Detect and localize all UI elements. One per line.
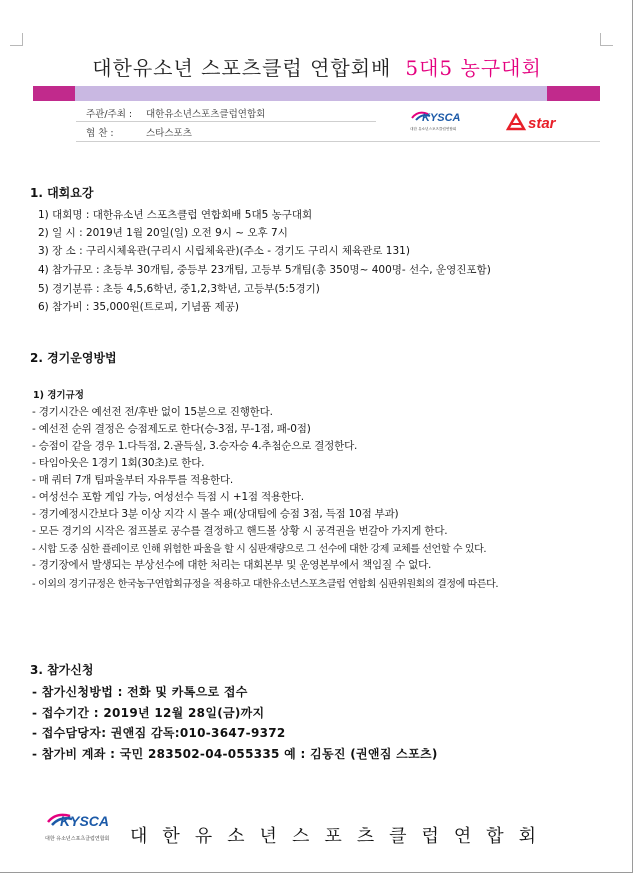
- application-item: - 접수기간 : 2019년 12월 28일(금)까지: [32, 706, 265, 720]
- header-band-right: [547, 86, 600, 101]
- section3-heading: 3. 참가신청: [30, 663, 94, 677]
- rules-subheading: 1) 경기규정: [33, 390, 84, 401]
- rule-item: - 승점이 같을 경우 1.다득점, 2.골득실, 3.승자승 4.추첨순으로 결정한다.: [32, 440, 358, 452]
- overview-item: 3) 장 소 : 구리시체육관(구리시 시립체육관)(주소 - 경기도 구리시 체육관로 131): [38, 245, 410, 257]
- section1-heading: 1. 대회요강: [30, 186, 94, 200]
- sponsor-label: 주관/주최 :: [86, 109, 133, 120]
- star-logo: [506, 112, 590, 132]
- kysca-logo-text: KYSCA: [422, 112, 461, 124]
- support-label: 협 찬 :: [86, 128, 114, 139]
- section2-heading: 2. 경기운영방법: [30, 351, 117, 365]
- overview-item: 2) 일 시 : 2019년 1월 20일(일) 오전 9시 ~ 오후 7시: [38, 227, 288, 239]
- header-band-middle: [75, 86, 547, 101]
- title-main: 대한유소년 스포츠클럽 연합회배: [92, 56, 392, 80]
- rule-item: - 모든 경기의 시작은 점프볼로 공수를 결정하고 핸드볼 상황 시 공격권을 번갈아 가지게 한다.: [32, 525, 448, 537]
- rule-item: - 경기시간은 예선전 전/후반 없이 15분으로 진행한다.: [32, 406, 273, 418]
- title-accent: 5대5 농구대회: [405, 56, 542, 80]
- header-divider: [76, 141, 600, 142]
- page-title: [0, 52, 634, 81]
- sponsor-value: 대한유소년스포츠클럽연합회: [146, 109, 266, 120]
- crop-mark-right: [600, 33, 613, 46]
- rule-item: - 경기장에서 발생되는 부상선수에 대한 처리는 대회본부 및 운영본부에서 책임질 수 없다.: [32, 559, 432, 571]
- crop-mark-left: [10, 33, 23, 46]
- footer-logo-sub: 대한 유소년스포츠클럽연합회: [45, 836, 110, 842]
- footer-logo-text: KYSCA: [60, 813, 110, 829]
- application-item: - 참가신청방법 : 전화 및 카톡으로 접수: [32, 685, 248, 699]
- footer-org-name: 대한유소년스포츠클럽연합회: [130, 826, 552, 847]
- rule-item: - 시합 도중 심한 플레이로 인해 위험한 파울을 할 시 심판재량으로 그 선수에 대한 강제 교체를 선언할 수 있다.: [32, 544, 487, 555]
- application-item: - 참가비 계좌 : 국민 283502-04-055335 예 : 김동진 (권앤짐 스포츠): [32, 747, 438, 761]
- rule-item: - 예선전 순위 결정은 승점제도로 한다(승-3점, 무-1점, 패-0점): [32, 423, 311, 435]
- rule-item: - 여성선수 포함 게임 가능, 여성선수 득점 시 +1점 적용한다.: [32, 491, 304, 503]
- application-item: - 접수담당자: 권앤짐 감독:010-3647-9372: [32, 726, 286, 740]
- kysca-logo: [408, 108, 470, 134]
- footer-kysca-logo: [44, 808, 120, 848]
- support-value: 스타스포츠: [146, 128, 192, 139]
- star-logo-text: star: [528, 115, 556, 132]
- overview-item: 4) 참가규모 : 초등부 30개팀, 중등부 23개팀, 고등부 5개팀(총 350명~ 400명- 선수, 운영진포함): [38, 264, 491, 276]
- overview-item: 5) 경기분류 : 초등 4,5,6학년, 중1,2,3학년, 고등부(5:5경기): [38, 283, 320, 295]
- sponsor-divider: [76, 121, 376, 122]
- kysca-logo-sub: 대한 유소년스포츠클럽연합회: [410, 127, 457, 131]
- support-row: [86, 125, 192, 139]
- rule-item: - 이외의 경기규정은 한국농구연합회규정을 적용하고 대한유소년스포츠클럽 연합회 심판위원회의 결정에 따른다.: [32, 579, 499, 590]
- rule-item: - 경기예정시간보다 3분 이상 지각 시 몰수 패(상대팀에 승점 3점, 득점 10점 부과): [32, 508, 399, 520]
- overview-item: 6) 참가비 : 35,000원(트로피, 기념품 제공): [38, 301, 239, 313]
- rule-item: - 매 쿼터 7개 팀파울부터 자유투를 적용한다.: [32, 474, 234, 486]
- overview-item: 1) 대회명 : 대한유소년 스포츠클럽 연합회배 5대5 농구대회: [38, 209, 313, 221]
- sponsor-row: [86, 106, 265, 120]
- rule-item: - 타임아웃은 1경기 1회(30초)로 한다.: [32, 457, 205, 469]
- header-band-left: [33, 86, 75, 101]
